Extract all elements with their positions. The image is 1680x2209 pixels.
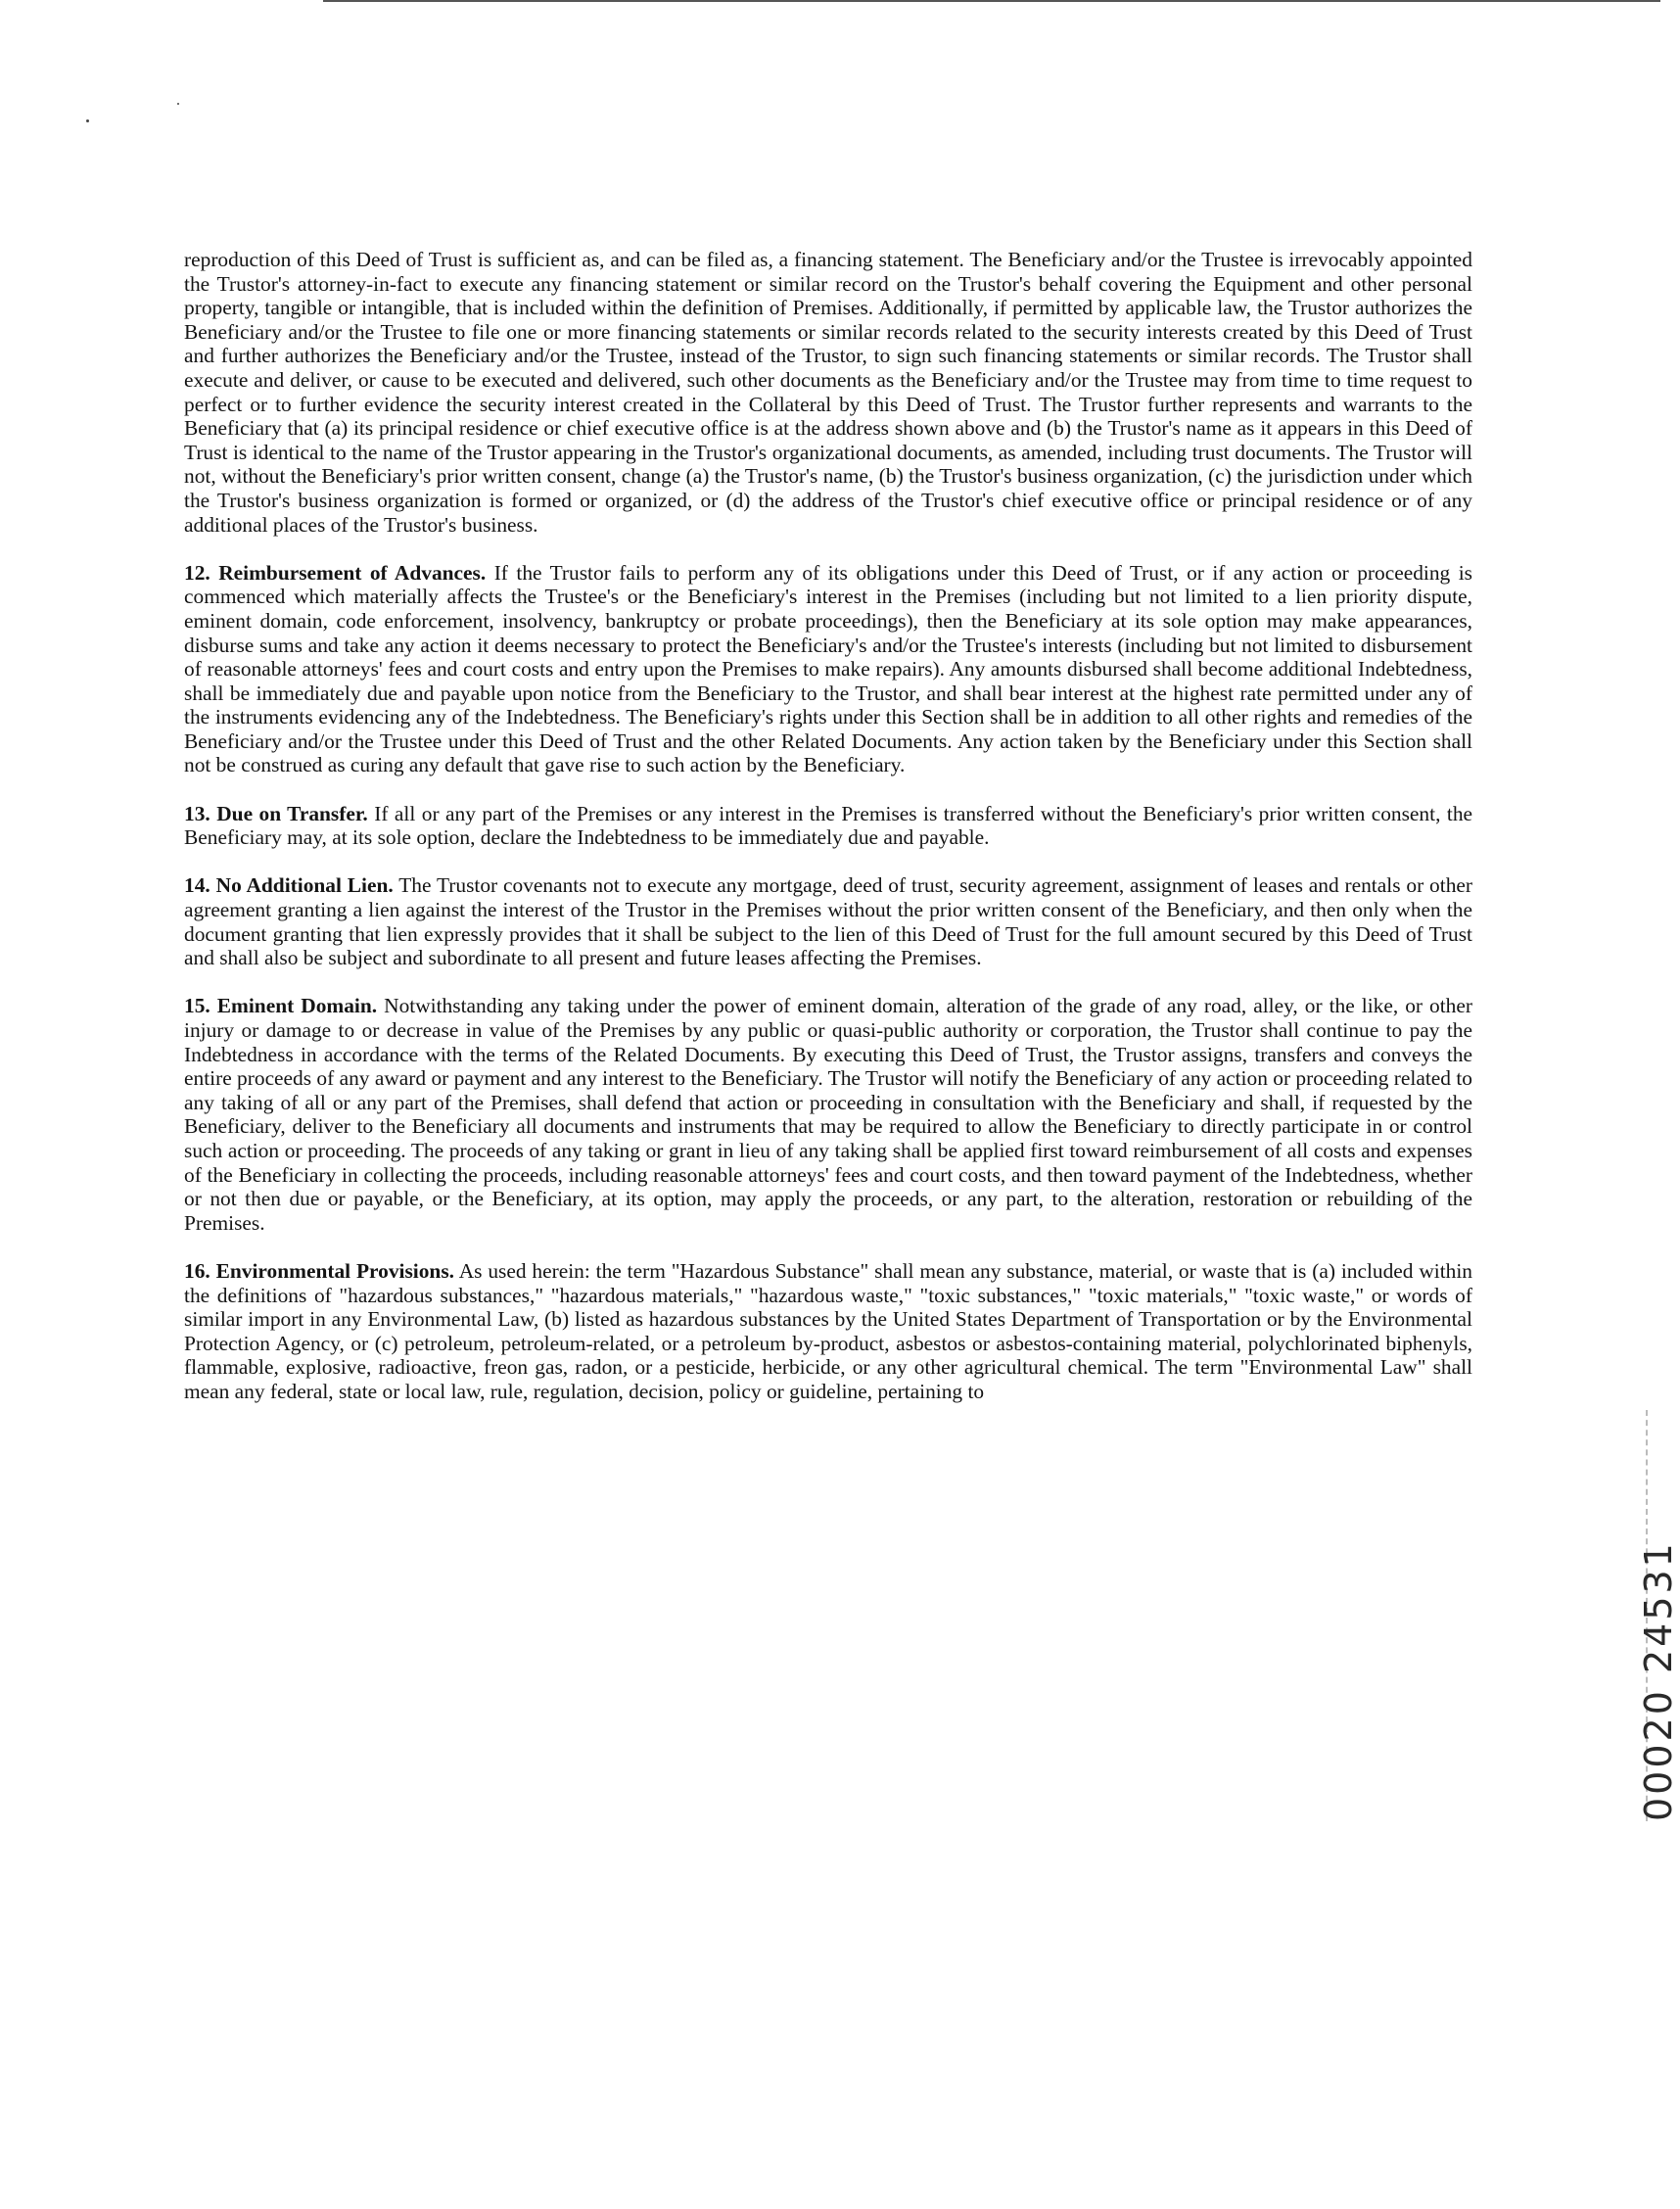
intro-paragraph: reproduction of this Deed of Trust is sufficient as, and can be filed as, a financing statement. The Beneficiary and/or the Trustee is irrevocably appointed the Trustor's attorney-in-fact to execute any financing statement or similar record on the Trustor's behalf covering the Equipment and other personal property, tangible or intangible, that is included within the definition of Premises. Additionally, if permitted by applicable law, the Trustor authorizes the Beneficiary and/or the Trustee to file one or more financing statements or similar records related to the security interests created by this Deed of Trust and further authorizes the Beneficiary and/or the Trustee, instead of the Trustor, to sign such financing statements or similar records. The Trustor shall execute and deliver, or cause to be executed and delivered, such other documents as the Beneficiary and/or the Trustee may from time to time request to perfect or to further evidence the security interest created in the Collateral by this Deed of Trust. The Trustor further represents and warrants to the Beneficiary that (a) its principal residence or chief executive office is at the address shown above and (b) the Trustor's name as it appears in this Deed of Trust is identical to the name of the Trustor appearing in the Trustor's organizational documents, as amended, including trust documents. The Trustor will not, without the Beneficiary's prior written consent, change (a) the Trustor's name, (b) the Trustor's business organization, (c) the jurisdiction under which the Trustor's business organization is formed or organized, or (d) the address of the Trustor's chief executive office or principal residence or of any additional places of the Trustor's business. — [184, 248, 1472, 537]
section-title: Environmental Provisions. — [215, 1258, 454, 1283]
recording-number-stamp: 00020 24531 — [1637, 1540, 1680, 1821]
document-body — [184, 248, 1472, 1428]
section-body: If the Trustor fails to perform any of its obligations under this Deed of Trust, or if any action or proceeding is commenced which materially affects the Trustee's or the Beneficiary's interest in the Premises (including but not limited to a lien priority dispute, eminent domain, code enforcement, insolvency, bankruptcy or probate proceedings), then the Beneficiary at its sole option may make appearances, disburse sums and take any action it deems necessary to protect the Beneficiary's and/or the Trustee's interests (including but not limited to disbursement of reasonable attorneys' fees and court costs and entry upon the Premises to make repairs). Any amounts disbursed shall become additional Indebtedness, shall be immediately due and payable upon notice from the Beneficiary to the Trustor, and shall bear interest at the highest rate permitted under any of the instruments evidencing any of the Indebtedness. The Beneficiary's rights under this Section shall be in addition to all other rights and remedies of the Beneficiary and/or the Trustee under this Deed of Trust and the other Related Documents. Any action taken by the Beneficiary under this Section shall not be construed as curing any default that gave rise to such action by the Beneficiary. — [184, 560, 1472, 777]
section-body: As used herein: the term "Hazardous Substance" shall mean any substance, material, or waste that is (a) included within the definitions of "hazardous substances," "hazardous materials," "hazardous waste," "toxic substances," "toxic materials," "toxic waste," or words of similar import in any Environmental Law, (b) listed as hazardous substances by the United States Department of Transportation or by the Environmental Protection Agency, or (c) petroleum, petroleum-related, or a petroleum by-product, asbestos or asbestos-containing material, polychlorinated biphenyls, flammable, explosive, radioactive, freon gas, radon, or a pesticide, herbicide, or any other agricultural chemical. The term "Environmental Law" shall mean any federal, state or local law, rule, regulation, decision, policy or guideline, pertaining to — [184, 1258, 1472, 1403]
section-number: 15. — [184, 994, 210, 1018]
section-title: No Additional Lien. — [215, 873, 394, 898]
section-number: 12. — [184, 560, 210, 585]
section-title: Reimbursement of Advances. — [218, 560, 487, 585]
section-number: 16. — [184, 1258, 210, 1283]
section-12 — [184, 561, 1472, 777]
section-16 — [184, 1259, 1472, 1404]
scan-speck — [177, 103, 179, 105]
section-13 — [184, 802, 1472, 850]
section-body: Notwithstanding any taking under the power of eminent domain, alteration of the grade of any road, alley, or the like, or other injury or damage to or decrease in value of the Premises by any public or quasi-public authority or corporation, the Trustor shall continue to pay the Indebtedness in accordance with the terms of the Related Documents. By executing this Deed of Trust, the Trustor assigns, transfers and conveys the entire proceeds of any award or payment and any interest to the Beneficiary. The Trustor will notify the Beneficiary of any action or proceeding related to any taking of all or any part of the Premises, shall defend that action or proceeding in consultation with the Beneficiary and shall, if requested by the Beneficiary, deliver to the Beneficiary all documents and instruments that may be required to allow the Beneficiary to directly participate in or control such action or proceeding. The proceeds of any taking or grant in lieu of any taking shall be applied first toward reimbursement of all costs and expenses of the Beneficiary in collecting the proceeds, including reasonable attorneys' fees and court costs, and then toward payment of the Indebtedness, whether or not then due or payable, or the Beneficiary, at its option, may apply the proceeds, or any part, to the alteration, restoration or rebuilding of the Premises. — [184, 994, 1472, 1235]
section-title: Eminent Domain. — [216, 994, 378, 1018]
top-edge-rule — [323, 0, 1660, 2]
scan-speck — [86, 119, 89, 122]
section-body: The Trustor covenants not to execute any mortgage, deed of trust, security agreement, assignment of leases and rentals or other agreement granting a lien against the interest of the Trustor in the Premises without the prior written consent of the Beneficiary, and then only when the document granting that lien expressly provides that it shall be subject to the lien of this Deed of Trust for the full amount secured by this Deed of Trust and shall also be subject and subordinate to all present and future leases affecting the Premises. — [184, 873, 1473, 970]
section-number: 13. — [184, 801, 210, 825]
section-number: 14. — [184, 873, 210, 898]
section-15 — [184, 994, 1472, 1235]
section-title: Due on Transfer. — [216, 801, 368, 825]
section-body: If all or any part of the Premises or any interest in the Premises is transferred without the Beneficiary's prior written consent, the Beneficiary may, at its sole option, declare the Indebtedness to be immediately due and payable. — [184, 801, 1473, 850]
section-14 — [184, 873, 1472, 969]
